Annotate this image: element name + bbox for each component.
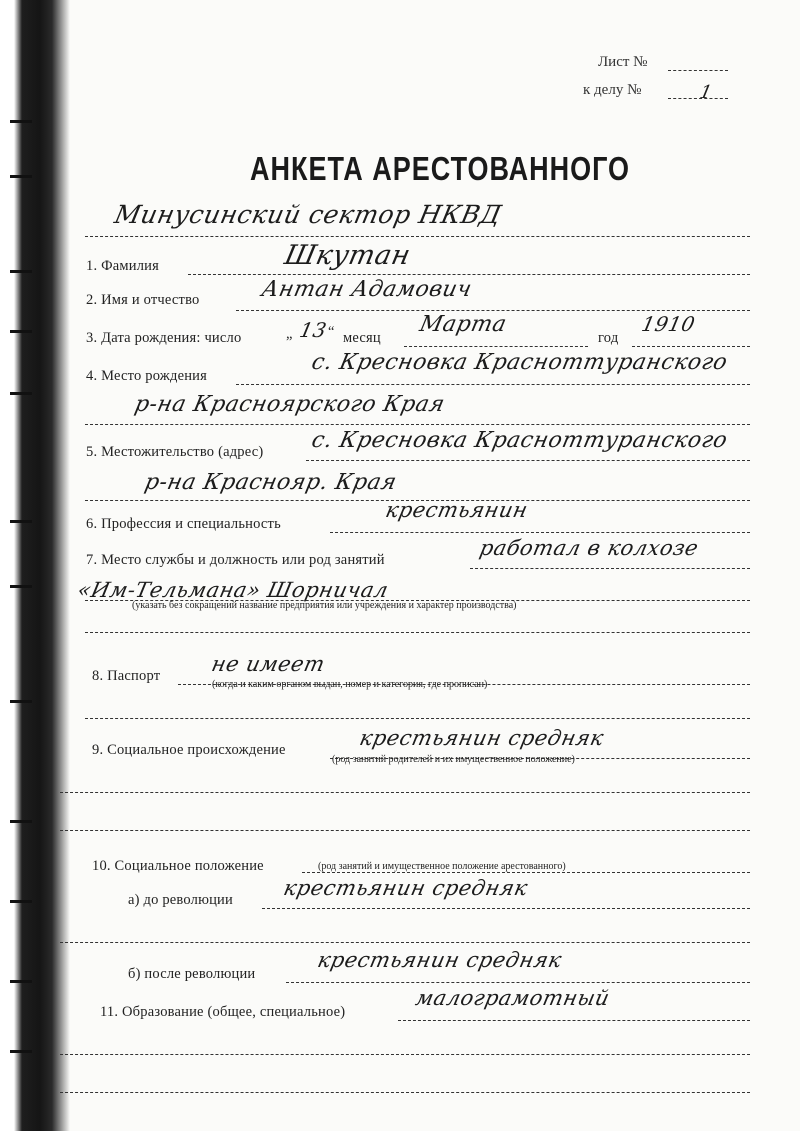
profession-label: 6. Профессия и специальность (86, 516, 281, 532)
birth-year-line (632, 346, 750, 347)
social-origin-line2 (60, 792, 750, 793)
after-revolution-label: б) после революции (128, 966, 256, 982)
passport-value: не имеет (209, 652, 328, 676)
surname-value: Шкутан (281, 240, 414, 271)
social-origin-hint: (род занятий родителей и их имущественное положение) (332, 754, 575, 765)
social-status-line2 (60, 942, 750, 943)
department-line (85, 236, 750, 237)
residence-line1 (306, 460, 750, 461)
social-status-label: 10. Социальное положение (92, 858, 264, 874)
profession-line (330, 532, 750, 533)
residence-label: 5. Местожительство (адрес) (86, 444, 264, 460)
binding-mark (10, 120, 32, 123)
page-title: АНКЕТА АРЕСТОВАННОГО (250, 150, 631, 188)
name-label: 2. Имя и отчество (86, 292, 200, 308)
workplace-value-line1: работал в колхозе (477, 536, 701, 560)
profession-value: крестьянин (383, 498, 531, 522)
case-number-label: к делу № (583, 82, 642, 98)
binding-mark (10, 900, 32, 903)
binding-mark (10, 1050, 32, 1053)
before-revolution-line (262, 908, 750, 909)
binding-mark (10, 330, 32, 333)
sheet-number-line (668, 70, 728, 71)
binding-mark (10, 820, 32, 823)
surname-line (188, 274, 750, 275)
passport-hint: (когда и каким органом выдан, номер и категория, где прописан) (212, 679, 488, 690)
after-revolution-value: крестьянин средняк (315, 948, 565, 972)
education-line (398, 1020, 750, 1021)
surname-label: 1. Фамилия (86, 258, 159, 274)
before-revolution-value: крестьянин средняк (281, 876, 531, 900)
passport-line2 (85, 718, 750, 719)
passport-label: 8. Паспорт (92, 668, 161, 684)
sheet-number-label: Лист № (598, 54, 648, 70)
binding-mark (10, 585, 32, 588)
binding-mark (10, 175, 32, 178)
social-status-hint: (род занятий и имущественное положение арестованного) (318, 861, 566, 872)
name-value: Антан Адамович (259, 277, 475, 302)
after-revolution-line (286, 982, 750, 983)
before-revolution-label: а) до революции (128, 892, 233, 908)
birth-day-value: 13 (297, 318, 330, 342)
document-page: Лист № к делу № 1 АНКЕТА АРЕСТОВАННОГО Минусинский сектор НКВД 1. Фамилия Шкутан 2. Имя и отчество Антан Адамович 3. Дата рождения: число „ 13 “ месяц Марта год 1910 4. Место рождения с. Кресновка Красноттуранского р-на Красноярского Края 5. Местожительство (адрес) с. Кресновка Красноттуранского р-на Краснояр. Края 6. Профессия и специальность крестьянин 7. Место службы и должность или род занятий работал в колхозе «Им-Тельмана» Шорничал (указать без сокращений название предприятия или учреждения и характер производства) 8. Паспорт не имеет (когда и каким органом выдан, номер и категория, где прописан) 9. Социальное происхождение крестьянин средняк (род занятий родителей и их имущественное положение) 10. Социальное положение (род занятий и имущественное положение арестованного) а) до революции крестьянин средняк б) после революции крестьянин средняк 11. Образование (общее, специальное) малограмотный (0, 0, 800, 1131)
birthplace-line2 (85, 424, 750, 425)
workplace-hint: (указать без сокращений название предприятия или учреждения и характер производства) (132, 600, 517, 611)
birth-month-value: Марта (417, 312, 509, 337)
birthplace-line1 (236, 384, 750, 385)
education-label: 11. Образование (общее, специальное) (100, 1004, 346, 1020)
social-origin-line3 (60, 830, 750, 831)
binding-mark (10, 700, 32, 703)
binding-mark (10, 520, 32, 523)
residence-value-line2: р-на Краснояр. Края (142, 470, 399, 495)
residence-value-line1: с. Кресновка Красноттуранского (309, 428, 730, 453)
birth-year-label: год (598, 330, 619, 346)
department-value: Минусинский сектор НКВД (111, 200, 505, 229)
case-number-value: 1 (697, 82, 715, 103)
birth-month-line (404, 346, 588, 347)
binding-mark (10, 980, 32, 983)
social-origin-label: 9. Социальное происхождение (92, 742, 286, 758)
birth-date-label: 3. Дата рождения: число (86, 330, 242, 346)
birthplace-label: 4. Место рождения (86, 368, 208, 384)
binding-mark (10, 392, 32, 395)
workplace-value-line2: «Им-Тельмана» Шорничал (75, 578, 391, 602)
education-value: малограмотный (413, 986, 613, 1010)
birth-month-label: месяц (343, 330, 381, 346)
workplace-label: 7. Место службы и должность или род занятий (86, 552, 385, 568)
education-line2 (60, 1054, 750, 1055)
workplace-line1 (470, 568, 750, 569)
binding-mark (10, 270, 32, 273)
binding-edge (0, 0, 70, 1131)
birthplace-value-line2: р-на Красноярского Края (132, 392, 448, 417)
birthplace-value-line1: с. Кресновка Красноттуранского (309, 350, 730, 375)
workplace-line3 (85, 632, 750, 633)
social-origin-value: крестьянин средняк (357, 726, 607, 750)
name-line (236, 310, 750, 311)
birth-year-value: 1910 (639, 312, 698, 336)
education-line3 (60, 1092, 750, 1093)
social-status-line (302, 872, 750, 873)
